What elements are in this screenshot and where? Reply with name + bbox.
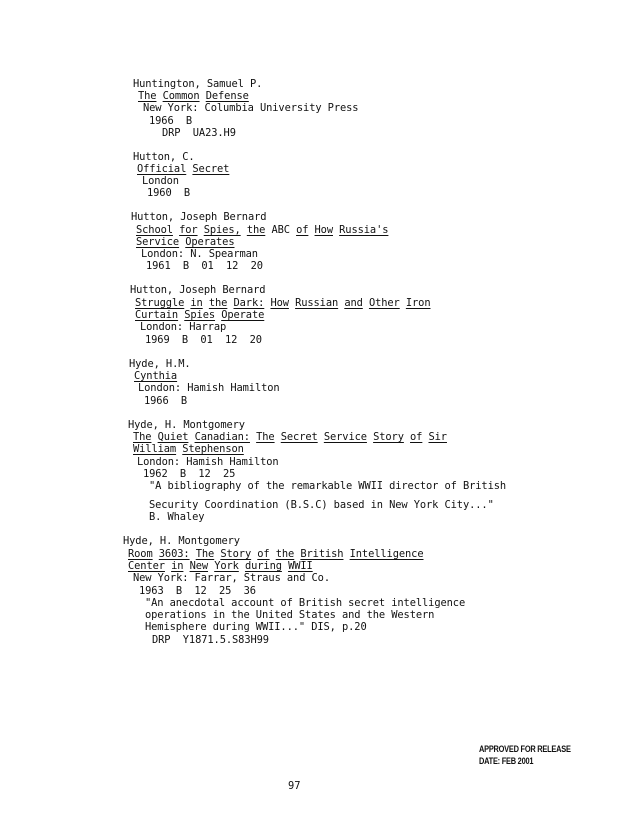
release-stamp-line: APPROVED FOR RELEASE — [479, 744, 571, 755]
title-word: Intelligence — [349, 548, 424, 560]
title-word: Operate — [221, 309, 265, 321]
title-word: WWII — [288, 560, 313, 572]
title-word: The — [133, 431, 152, 443]
title-word: Service — [323, 431, 367, 443]
title-word: Service — [136, 236, 180, 248]
title-word: Room — [128, 548, 153, 560]
entry-author: Hyde, H. Montgomery — [128, 419, 245, 431]
entry-author: Huntington, Samuel P. — [133, 78, 263, 90]
entry-author: Hutton, Joseph Bernard — [130, 284, 266, 296]
title-word: the — [246, 224, 266, 236]
entry-title-line — [133, 443, 244, 455]
title-word: in — [171, 560, 184, 572]
entry-call-number: DRP Y1871.5.S83H99 — [152, 634, 269, 646]
title-word: How — [270, 297, 289, 309]
title-word: Russian — [295, 297, 339, 309]
title-word: The — [256, 431, 275, 443]
title-word: Stephenson — [182, 443, 244, 455]
entry-title-line — [137, 163, 229, 175]
title-word: The — [195, 548, 215, 560]
entry-year: 1966 B — [149, 115, 193, 127]
title-word: in — [190, 297, 203, 309]
title-word: York — [214, 560, 239, 572]
title-word: during — [244, 560, 282, 572]
entry-title-line — [136, 224, 388, 236]
entry-year: 1966 B — [144, 395, 188, 407]
entry-title-line — [128, 560, 313, 572]
entry-title-line — [136, 236, 235, 248]
release-stamp-line: DATE: FEB 2001 — [479, 756, 534, 767]
page-number: 97 — [288, 780, 301, 792]
title-word: Struggle — [135, 297, 185, 309]
title-word: Secret — [280, 431, 318, 443]
title-word: Quiet — [157, 431, 189, 443]
entry-author: Hyde, H.M. — [129, 358, 191, 370]
entry-year: 1961 B 01 12 20 — [146, 260, 263, 272]
entry-author: Hyde, H. Montgomery — [123, 535, 240, 547]
title-word: William — [133, 443, 177, 455]
title-word: Canadian: — [194, 431, 250, 443]
title-word: Spies, — [203, 224, 241, 236]
title-word: the — [208, 297, 228, 309]
title-word: Story — [220, 548, 252, 560]
title-word: Secret — [192, 163, 230, 175]
title-word: British — [300, 548, 344, 560]
title-word: Russia's — [339, 224, 389, 236]
entry-author: Hutton, C. — [133, 151, 195, 163]
title-word: the — [275, 548, 295, 560]
entry-title-line — [134, 370, 177, 382]
title-word: New — [189, 560, 209, 572]
entry-publisher: London: Hamish Hamilton — [137, 456, 279, 468]
title-word: ABC — [271, 224, 290, 236]
entry-publisher: London: Harrap — [140, 321, 227, 333]
title-word: Center — [128, 560, 165, 572]
entry-publisher: London: N. Spearman — [141, 248, 258, 260]
title-word: of — [257, 548, 270, 560]
title-word: Cynthia — [134, 370, 178, 382]
title-word: 3603: — [158, 548, 190, 560]
title-word: Defense — [205, 90, 249, 102]
title-word: for — [179, 224, 198, 236]
entry-note: Hemisphere during WWII..." DIS, p.20 — [145, 621, 367, 633]
title-word: The — [138, 90, 157, 102]
release-stamp — [479, 744, 571, 768]
title-word: and — [344, 297, 363, 309]
entry-year: 1963 B 12 25 36 — [139, 585, 256, 597]
title-word: Sir — [428, 431, 447, 443]
title-word: Dark: — [233, 297, 265, 309]
entry-note: B. Whaley — [149, 511, 205, 523]
title-word: Spies — [184, 309, 216, 321]
title-word: Official — [137, 163, 187, 175]
title-word: Operates — [185, 236, 235, 248]
title-word: Other — [368, 297, 400, 309]
entry-year: 1962 B 12 25 — [143, 468, 236, 480]
entry-publisher: London: Hamish Hamilton — [138, 382, 280, 394]
entry-author: Hutton, Joseph Bernard — [131, 211, 267, 223]
entry-publisher: London — [142, 175, 179, 187]
entry-year: 1969 B 01 12 20 — [145, 334, 262, 346]
entry-note: "A bibliography of the remarkable WWII director of British — [149, 480, 507, 492]
title-word: of — [296, 224, 309, 236]
entry-note: operations in the United States and the Western — [145, 609, 435, 621]
entry-title-line — [128, 548, 424, 560]
title-word: School — [136, 224, 173, 236]
title-word: Curtain — [135, 309, 179, 321]
title-word: Common — [162, 90, 200, 102]
entry-title-line — [133, 431, 447, 443]
entry-note: "An anecdotal account of British secret intelligence — [145, 597, 466, 609]
title-word: Iron — [405, 297, 431, 309]
title-word: Story — [373, 431, 404, 443]
title-word: How — [314, 224, 333, 236]
entry-call-number: DRP UA23.H9 — [162, 127, 236, 139]
entry-title-line — [138, 90, 249, 102]
title-word: of — [410, 431, 423, 443]
entry-title-line — [135, 309, 264, 321]
entry-year: 1960 B — [147, 187, 191, 199]
entry-note: Security Coordination (B.S.C) based in New York City..." — [149, 499, 494, 511]
entry-publisher: New York: Farrar, Straus and Co. — [133, 572, 330, 584]
entry-publisher: New York: Columbia University Press — [143, 102, 359, 114]
entry-title-line — [135, 297, 431, 309]
